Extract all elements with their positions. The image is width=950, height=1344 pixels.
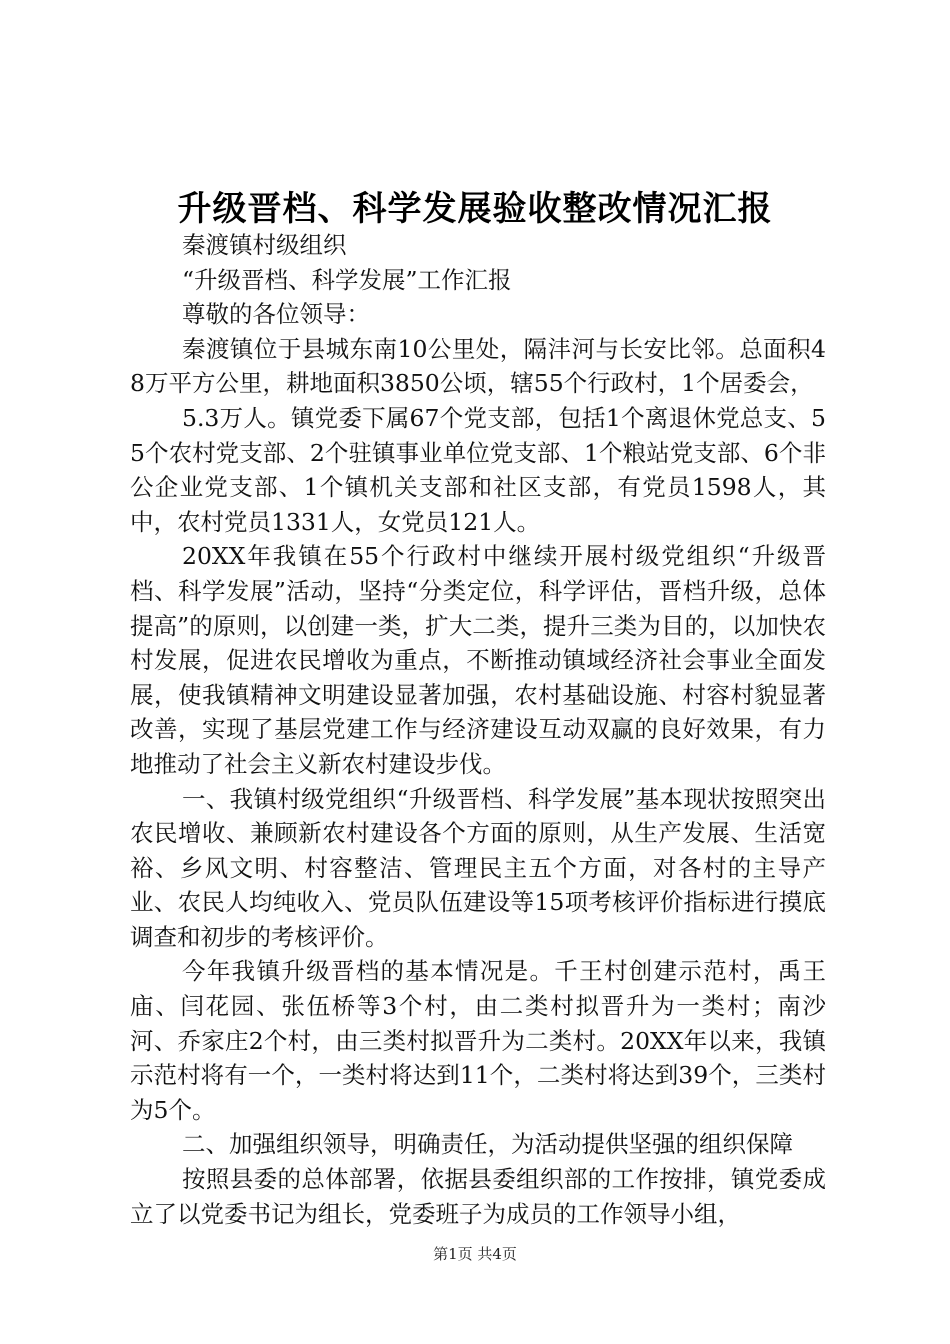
paragraph-org-name: 秦渡镇村级组织 — [182, 231, 347, 259]
paragraph-party-branches: 5.3万人。镇党委下属67个党支部，包括1个离退休党总支、55个农村党支部、2个驻镇事业单位党支部、1个粮站党支部、6个非公企业党支部、1个镇机关支部和社区支部，有党员1598人，其中，农村党员1331人，女党员121人。 — [130, 403, 826, 536]
document-body — [130, 228, 826, 1231]
paragraph-basic-situation: 今年我镇升级晋档的基本情况是。千王村创建示范村，禹王庙、闫花园、张伍桥等3个村，由二类村拟晋升为一类村；南沙河、乔家庄2个村，由三类村拟晋升为二类村。20XX年以来，我镇示范村将有一个，一类村将达到11个，二类村将达到39个，三类村为5个。 — [130, 957, 826, 1124]
document-title: 升级晋档、科学发展验收整改情况汇报 — [177, 189, 773, 229]
paragraph-salutation: 尊敬的各位领导： — [182, 300, 370, 329]
paragraph-activity: 20XX年我镇在55个行政村中继续开展村级党组织“升级晋档、科学发展”活动，坚持“分类定位，科学评估，晋档升级，总体提高”的原则，以创建一类，扩大二类，提升三类为目的，以加快农村发展，促进农民增收为重点，不断推动镇域经济社会事业全面发展，使我镇精神文明建设显著加强，农村基础设施、村容村貌显著改善，实现了基层党建工作与经济建设互动双赢的良好效果，有力地推动了社会主义新农村建设步伐。 — [130, 542, 826, 778]
paragraph-report-subtitle: “升级晋档、科学发展”工作汇报 — [182, 265, 512, 294]
paragraph-section-two-body: 按照县委的总体部署，依据县委组织部的工作按排，镇党委成立了以党委书记为组长，党委班子为成员的工作领导小组， — [130, 1165, 826, 1228]
paragraph-overview: 秦渡镇位于县城东南10公里处，隔沣河与长安比邻。总面积48万平方公里，耕地面积3850公顷，辖55个行政村，1个居委会， — [130, 334, 826, 398]
paragraph-section-two-heading: 二、加强组织领导，明确责任，为活动提供坚强的组织保障 — [182, 1130, 793, 1159]
paragraph-section-one: 一、我镇村级党组织“升级晋档、科学发展”基本现状按照突出农民增收、兼顾新农村建设各个方面的原则，从生产发展、生活宽裕、乡风文明、村容整洁、管理民主五个方面，对各村的主导产业、农民人均纯收入、党员队伍建设等15项考核评价指标进行摸底调查和初步的考核评价。 — [130, 784, 826, 951]
page-footer: 第1页 共4页 — [433, 1245, 517, 1263]
